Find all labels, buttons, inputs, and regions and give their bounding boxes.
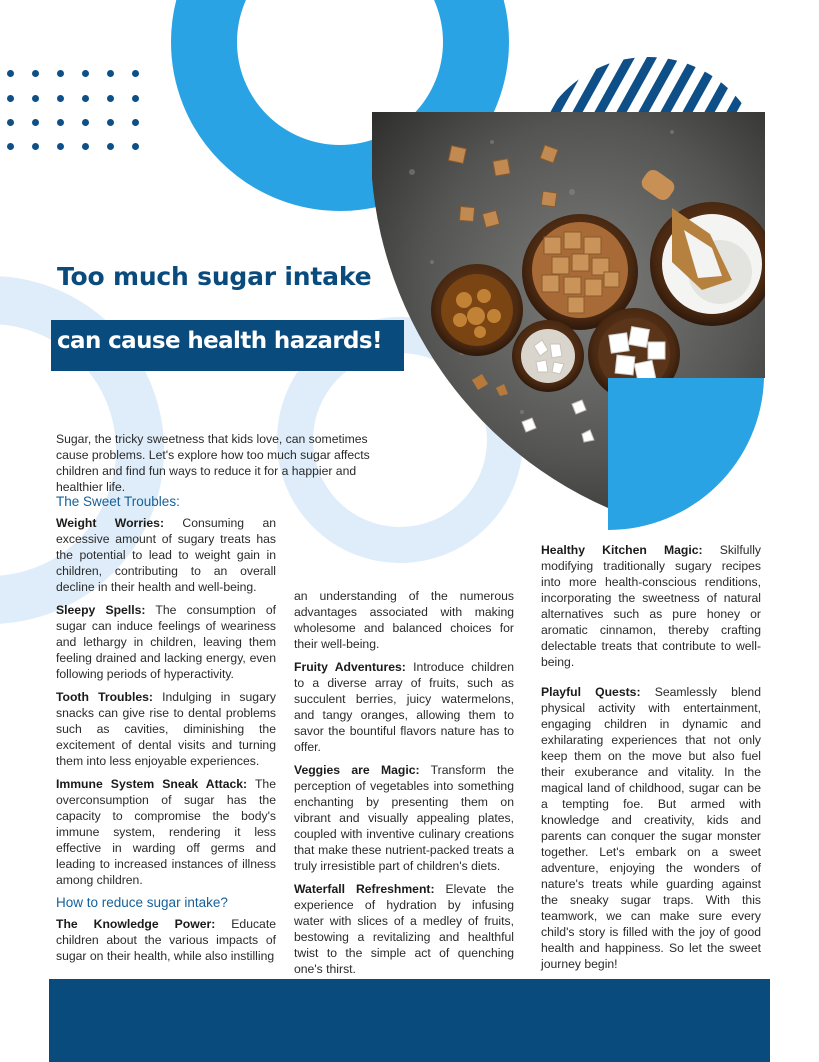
knowledge-power: The Knowledge Power: Educate children about the various impacts of sugar on their health, while also instilling	[56, 917, 277, 963]
veggies-are-magic: Veggies are Magic: Transform the perception of vegetables into something enchanting by presenting them on vibrant and visually appealing plates, coupled with inventive culinary creations that make these nutrient-packed treats a truly irresistible part of children's diets.	[294, 763, 514, 873]
sugar-bowls-photo	[372, 112, 765, 508]
immune-system-sneak-attack: Immune System Sneak Attack: The overconsumption of sugar has the capacity to compromise the body's immune system, rendering it less effective in warding off germs and leading to increased instances of illness among children.	[56, 777, 276, 887]
waterfall-refreshment: Waterfall Refreshment: Elevate the experience of hydration by infusing water with slices of a medley of fruits, bestowing a revitalizing and healthful twist to the simple act of quenching one's thirst.	[294, 882, 514, 976]
column-1	[56, 494, 276, 971]
headline-banner-text: can cause health hazards!	[57, 328, 382, 354]
intro-paragraph: Sugar, the tricky sweetness that kids love, can sometimes cause problems. Let's explore how too much sugar affects children and find fun ways to reduce it for a happier and healthier life.	[56, 432, 370, 494]
footer-bar	[49, 979, 770, 1062]
sleepy-spells: Sleepy Spells: The consumption of sugar can induce feelings of weariness and lethargy in children, leaving them feeling drained and lacking energy, even following periods of hyperactivity.	[56, 603, 277, 681]
knowledge-power-continued: an understanding of the numerous advantages associated with making wholesome and balanced choices for their well-being.	[294, 589, 514, 651]
dot-grid	[7, 70, 142, 152]
healthy-kitchen-magic: Healthy Kitchen Magic: Skilfully modifying traditionally sugary recipes into more health-conscious renditions, incorporating the sweetness of natural alternatives such as pure honey or aromatic cinnamon, thereby crafting delectable treats that contribute to well-being.	[541, 543, 761, 669]
sweet-troubles-heading: The Sweet Troubles:	[56, 494, 180, 509]
tooth-troubles: Tooth Troubles: Indulging in sugary snacks can give rise to dental problems such as cavities, diminishing the excitement of dental visits and turning them into less enjoyable experiences.	[56, 690, 276, 768]
weight-worries: Weight Worries: Consuming an excessive amount of sugary treats has the potential to lead to weight gain in children, contributing to an overall decline in their health and well-being.	[56, 516, 276, 594]
fruity-adventures: Fruity Adventures: Introduce children to a diverse array of fruits, such as succulent berries, juicy watermelons, and tangy oranges, allowing them to savor the bountiful flavors nature has to offer.	[294, 660, 514, 754]
column-3	[541, 542, 761, 979]
reduce-sugar-heading: How to reduce sugar intake?	[56, 895, 228, 910]
headline: Too much sugar intake	[57, 262, 372, 291]
column-2	[294, 588, 514, 984]
playful-quests: Playful Quests: Seamlessly blend physical activity with entertainment, engaging children in dynamic and exhilarating experiences that not only keep them on the move but also fuel their exuberance and vitality. In the magical land of childhood, sugar can be a tempting foe. But armed with knowledge and creativity, kids and parents can conquer the sugar monster together. Let's embark on a sweet adventure, enjoying the wonders of nature's treats while guarding against the sneaky sugar traps. With this teamwork, we can make sure every child's story is filled with the joy of good health and happiness. So let the sweet journey begin!	[541, 685, 761, 971]
